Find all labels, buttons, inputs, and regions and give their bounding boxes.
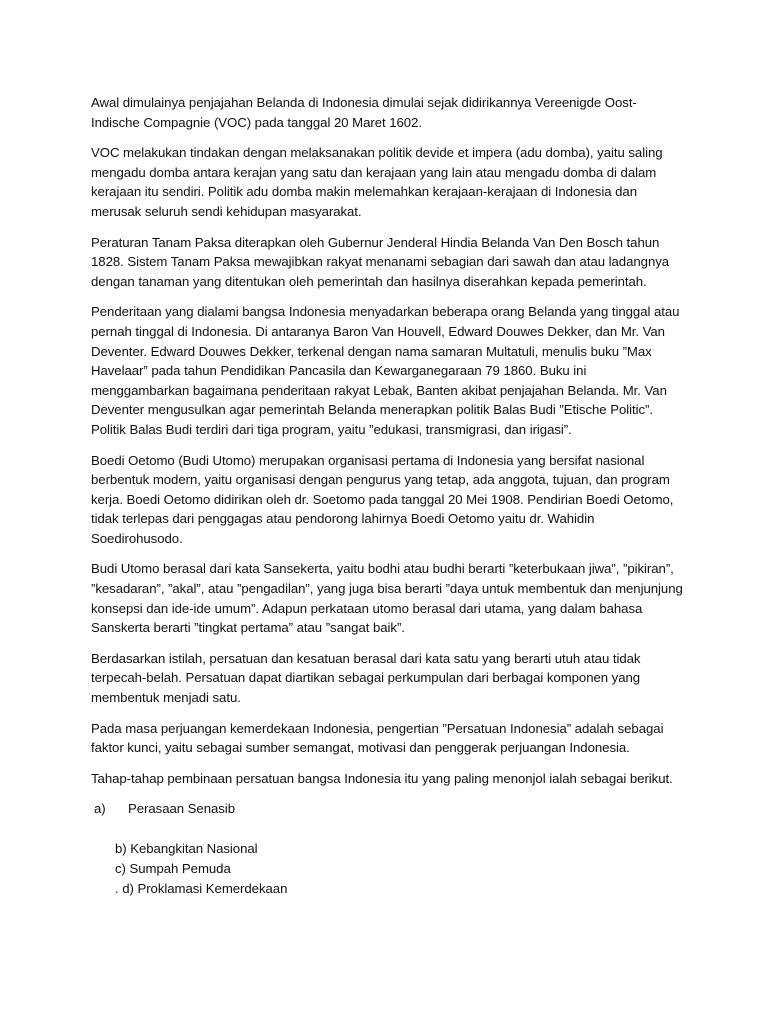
- paragraph: Budi Utomo berasal dari kata Sansekerta, yaitu bodhi atau budhi berarti ”keterbukaan jiwa”, ”pikiran”, ”kesadaran”, ”akal”, atau ”pengadilan”, yang juga bisa berarti ”daya untuk membentuk dan menjunjung konsepsi dan ide-ide umum”. Adapun perkataan utomo berasal dari utama, yang dalam bahasa Sanskerta berarti ”tingkat pertama” atau ”sangat baik”.: [91, 561, 683, 636]
- list-item-text: Perasaan Senasib: [128, 801, 235, 817]
- paragraph: VOC melakukan tindakan dengan melaksanakan politik devide et impera (adu domba), yaitu saling mengadu domba antara kerajan yang satu dan kerajaan yang lain atau mengadu domba di dalam kerajaan itu sendiri. Politik adu domba makin melemahkan kerajaan-kerajaan di Indonesia dan merusak seluruh sendi kehidupan masyarakat.: [91, 145, 663, 219]
- paragraph: Tahap-tahap pembinaan persatuan bangsa Indonesia itu yang paling menonjol ialah sebagai berikut.: [91, 770, 673, 786]
- paragraph: Peraturan Tanam Paksa diterapkan oleh Gubernur Jenderal Hindia Belanda Van Den Bosch tahun 1828. Sistem Tanam Paksa mewajibkan rakyat menanami sebagian dari sawah dan atau ladangnya dengan tanaman yang ditentukan oleh pemerintah dan hasilnya diserahkan kepada pemerintah.: [91, 234, 670, 289]
- list-marker: a): [94, 801, 106, 817]
- list: [91, 839, 683, 899]
- list-item: c) Sumpah Pemuda: [115, 861, 231, 876]
- document-body: [91, 93, 683, 899]
- paragraph: Pada masa perjuangan kemerdekaan Indonesia, pengertian ”Persatuan Indonesia” adalah sebagai faktor kunci, yaitu sebagai sumber semangat, motivasi dan penggerak perjuangan Indonesia.: [91, 720, 664, 756]
- paragraph: Boedi Oetomo (Budi Utomo) merupakan organisasi pertama di Indonesia yang bersifat nasional berbentuk modern, yaitu organisasi dengan pengurus yang tetap, ada anggota, tujuan, dan program kerja. Boedi Oetomo didirikan oleh dr. Soetomo pada tanggal 20 Mei 1908. Pendirian Boedi Oetomo, tidak terlepas dari penggagas atau pendorong lahirnya Boedi Oetomo yaitu dr. Wahidin Soedirohusodo.: [91, 452, 674, 546]
- list-item: . d) Proklamasi Kemerdekaan: [115, 881, 288, 896]
- paragraph: Penderitaan yang dialami bangsa Indonesia menyadarkan beberapa orang Belanda yang tinggal atau pernah tinggal di Indonesia. Di antaranya Baron Van Houvell, Edward Douwes Dekker, dan Mr. Van Deventer. Edward Douwes Dekker, terkenal dengan nama samaran Multatuli, menulis buku ”Max Havelaar” pada tahun Pendidikan Pancasila dan Kewarganegaraan 79 1860. Buku ini menggambarkan bagaimana penderitaan rakyat Lebak, Banten akibat penjajahan Belanda. Mr. Van Deventer mengusulkan agar pemerintah Belanda menerapkan politik Balas Budi ”Etische Politic”. Politik Balas Budi terdiri dari tiga program, yaitu ”edukasi, transmigrasi, dan irigasi”.: [91, 304, 680, 437]
- paragraph: Berdasarkan istilah, persatuan dan kesatuan berasal dari kata satu yang berarti utuh atau tidak terpecah-belah. Persatuan dapat diartikan sebagai perkumpulan dari berbagai komponen yang membentuk menjadi satu.: [91, 650, 641, 706]
- list-item: b) Kebangkitan Nasional: [115, 841, 258, 856]
- list-item-a: [91, 799, 683, 819]
- paragraph: Awal dimulainya penjajahan Belanda di Indonesia dimulai sejak didirikannya Vereenigde Oost-Indische Compagnie (VOC) pada tanggal 20 Maret 1602.: [91, 95, 637, 130]
